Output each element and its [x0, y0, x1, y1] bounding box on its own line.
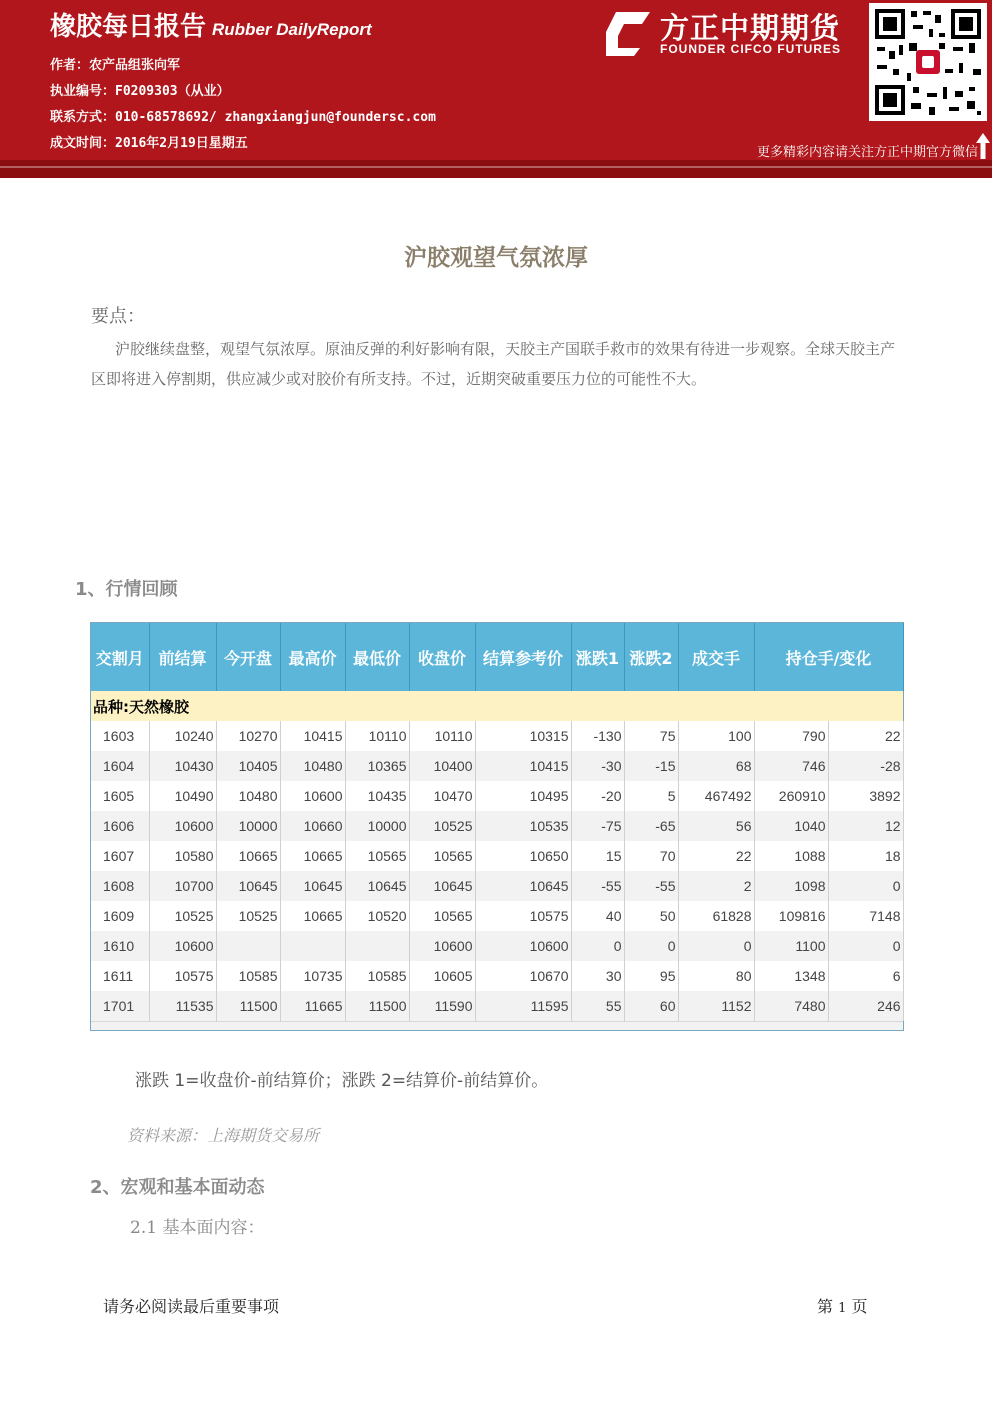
- table-cell: 1607: [91, 841, 149, 871]
- section-heading-market-review: 1、行情回顾: [75, 579, 178, 600]
- table-cell: 10600: [149, 931, 216, 961]
- table-cell: 1701: [91, 991, 149, 1021]
- table-cell: 11595: [475, 991, 571, 1021]
- column-header: 持仓手/变化: [754, 623, 903, 691]
- logo-mark-icon: [602, 8, 652, 58]
- table-footnote: 涨跌 1=收盘价-前结算价；涨跌 2=结算价-前结算价。: [135, 1071, 549, 1091]
- table-cell: -65: [624, 811, 678, 841]
- arrow-up-icon: [976, 133, 990, 159]
- table-cell: 10645: [345, 871, 409, 901]
- data-source: 资料来源：上海期货交易所: [127, 1126, 320, 1145]
- table-cell: 61828: [678, 901, 754, 931]
- report-title-en: Rubber DailyReport: [212, 20, 372, 39]
- table-cell: 1611: [91, 961, 149, 991]
- document-title: 沪胶观望气氛浓厚: [404, 245, 588, 271]
- table-cell: 12: [828, 811, 903, 841]
- table-cell: 7148: [828, 901, 903, 931]
- table-cell: 100: [678, 721, 754, 751]
- column-header: 涨跌2: [624, 623, 678, 691]
- table-cell: -75: [571, 811, 624, 841]
- table-cell: 10600: [280, 781, 345, 811]
- table-cell: 10110: [345, 721, 409, 751]
- table-cell: 1608: [91, 871, 149, 901]
- table-cell: 70: [624, 841, 678, 871]
- table-cell: 6: [828, 961, 903, 991]
- table-cell: 246: [828, 991, 903, 1021]
- logo-text-cn: 方正中期期货: [660, 11, 841, 45]
- table-cell: 10600: [475, 931, 571, 961]
- table-cell: 1098: [754, 871, 828, 901]
- column-header: 涨跌1: [571, 623, 624, 691]
- subsection-heading-fundamentals: 2.1 基本面内容：: [130, 1218, 265, 1238]
- table-row: [91, 961, 903, 991]
- page-number: [817, 1294, 868, 1317]
- table-cell: 2: [678, 871, 754, 901]
- table-cell: 10535: [475, 811, 571, 841]
- table-cell: 10575: [475, 901, 571, 931]
- column-header: 最低价: [345, 623, 409, 691]
- column-header: 成交手: [678, 623, 754, 691]
- page-suffix: 页: [851, 1297, 868, 1316]
- company-logo: [602, 6, 864, 60]
- table-cell: 0: [571, 931, 624, 961]
- table-cell: 467492: [678, 781, 754, 811]
- table-cell: 10665: [280, 841, 345, 871]
- table-cell: 10270: [216, 721, 280, 751]
- table-cell: 95: [624, 961, 678, 991]
- page-prefix: 第: [817, 1297, 834, 1316]
- table-cell: 56: [678, 811, 754, 841]
- table-cell: 10565: [409, 841, 475, 871]
- wechat-note: 更多精彩内容请关注方正中期官方微信: [756, 145, 978, 160]
- table-cell: 10480: [216, 781, 280, 811]
- contact-line: 联系方式：010-68578692/ zhangxiangjun@foundersc.com: [50, 110, 436, 125]
- table-row: [91, 841, 903, 871]
- table-cell: 7480: [754, 991, 828, 1021]
- logo-text-en: FOUNDER CIFCO FUTURES: [660, 42, 841, 56]
- table-cell: 1348: [754, 961, 828, 991]
- table-cell: 10000: [216, 811, 280, 841]
- table-cell: 80: [678, 961, 754, 991]
- table-cell: -130: [571, 721, 624, 751]
- table-cell: 50: [624, 901, 678, 931]
- table-cell: 10520: [345, 901, 409, 931]
- table-cell: 30: [571, 961, 624, 991]
- table-cell: 1152: [678, 991, 754, 1021]
- table-row: [91, 751, 903, 781]
- table-cell: 1088: [754, 841, 828, 871]
- table-cell: -55: [624, 871, 678, 901]
- table-row: [91, 901, 903, 931]
- table-cell: 11535: [149, 991, 216, 1021]
- keypoints-label: 要点：: [91, 306, 145, 327]
- table-cell: -30: [571, 751, 624, 781]
- table-cell: 10585: [345, 961, 409, 991]
- table-cell: 1603: [91, 721, 149, 751]
- table-cell: 10000: [345, 811, 409, 841]
- column-header: 最高价: [280, 623, 345, 691]
- table-cell: 260910: [754, 781, 828, 811]
- table-cell: 10415: [475, 751, 571, 781]
- table-cell: 10650: [475, 841, 571, 871]
- table-cell: 10600: [149, 811, 216, 841]
- column-header: 结算参考价: [475, 623, 571, 691]
- license-line: 执业编号：F0209303（从业）: [50, 84, 230, 99]
- table-cell: 109816: [754, 901, 828, 931]
- table-cell: 10525: [216, 901, 280, 931]
- table-cell: 10565: [345, 841, 409, 871]
- column-header: 收盘价: [409, 623, 475, 691]
- table-cell: 1100: [754, 931, 828, 961]
- table-cell: 10525: [409, 811, 475, 841]
- report-title-cn: 橡胶每日报告: [50, 12, 207, 42]
- table-cell: 10585: [216, 961, 280, 991]
- qr-code-icon: [869, 3, 987, 121]
- table-cell: 10665: [216, 841, 280, 871]
- table-cell: -15: [624, 751, 678, 781]
- table-row: [91, 811, 903, 841]
- table-cell: 10495: [475, 781, 571, 811]
- table-cell: 15: [571, 841, 624, 871]
- table-cell: 10600: [409, 931, 475, 961]
- table-cell: 18: [828, 841, 903, 871]
- category-label: 品种:天然橡胶: [91, 691, 903, 721]
- table-cell: 5: [624, 781, 678, 811]
- table-cell: 1604: [91, 751, 149, 781]
- table-row: [91, 991, 903, 1021]
- table-cell: 10315: [475, 721, 571, 751]
- table-cell: 60: [624, 991, 678, 1021]
- report-header: [0, 0, 992, 160]
- summary-paragraph: 沪胶继续盘整，观望气氛浓厚。原油反弹的利好影响有限，天胶主产国联手救市的效果有待进一步观察。全球天胶主产区即将进入停割期，供应减少或对胶价有所支持。不过，近期突破重要压力位的可能性不大。: [91, 340, 896, 388]
- author-line: 作者：农产品组张向军: [50, 58, 181, 73]
- category-row: [91, 691, 903, 721]
- table-cell: 10365: [345, 751, 409, 781]
- table-cell: -28: [828, 751, 903, 781]
- table-cell: 10735: [280, 961, 345, 991]
- table-cell: 68: [678, 751, 754, 781]
- table-cell: 55: [571, 991, 624, 1021]
- table-cell: 10645: [475, 871, 571, 901]
- table-cell: 1609: [91, 901, 149, 931]
- table-row: [91, 931, 903, 961]
- table-cell: 3892: [828, 781, 903, 811]
- column-header: 前结算: [149, 623, 216, 691]
- table-cell: [216, 931, 280, 961]
- market-data-table: [90, 622, 904, 1031]
- table-cell: 10645: [280, 871, 345, 901]
- column-header: 交割月: [91, 623, 149, 691]
- table-bottom-strip: [91, 1021, 903, 1030]
- table-cell: 10665: [280, 901, 345, 931]
- table-cell: 10480: [280, 751, 345, 781]
- table-cell: 11500: [216, 991, 280, 1021]
- table-cell: 10645: [216, 871, 280, 901]
- table-cell: 0: [624, 931, 678, 961]
- table-cell: 10405: [216, 751, 280, 781]
- table-row: [91, 721, 903, 751]
- table-cell: 75: [624, 721, 678, 751]
- table-cell: 10700: [149, 871, 216, 901]
- table-cell: 10525: [149, 901, 216, 931]
- table-cell: 10415: [280, 721, 345, 751]
- table-cell: -55: [571, 871, 624, 901]
- table-cell: 11500: [345, 991, 409, 1021]
- table-cell: 11665: [280, 991, 345, 1021]
- table-cell: 40: [571, 901, 624, 931]
- table-cell: 10580: [149, 841, 216, 871]
- table-cell: 746: [754, 751, 828, 781]
- table-cell: 10435: [345, 781, 409, 811]
- table-cell: 0: [828, 931, 903, 961]
- footer-notice: 请务必阅读最后重要事项: [103, 1297, 280, 1316]
- table-cell: 1610: [91, 931, 149, 961]
- table-cell: 22: [678, 841, 754, 871]
- table-cell: 10490: [149, 781, 216, 811]
- table-cell: 10670: [475, 961, 571, 991]
- table-cell: 10605: [409, 961, 475, 991]
- table-cell: 10240: [149, 721, 216, 751]
- date-line: 成文时间：2016年2月19日星期五: [50, 136, 248, 151]
- table-cell: -20: [571, 781, 624, 811]
- table-cell: 10645: [409, 871, 475, 901]
- table-cell: 1606: [91, 811, 149, 841]
- section-heading-macro: 2、宏观和基本面动态: [90, 1177, 265, 1198]
- table-cell: 10110: [409, 721, 475, 751]
- table-cell: 1040: [754, 811, 828, 841]
- table-row: [91, 871, 903, 901]
- table-header-row: [91, 623, 903, 691]
- table-cell: 0: [828, 871, 903, 901]
- table-cell: 10660: [280, 811, 345, 841]
- column-header: 今开盘: [216, 623, 280, 691]
- table-cell: 1605: [91, 781, 149, 811]
- page-number-value: 1: [838, 1301, 847, 1316]
- table-cell: 10400: [409, 751, 475, 781]
- table-row: [91, 781, 903, 811]
- table-cell: 0: [678, 931, 754, 961]
- table-cell: 22: [828, 721, 903, 751]
- table-cell: [280, 931, 345, 961]
- report-title: [50, 6, 372, 43]
- table-cell: [345, 931, 409, 961]
- wechat-qr-code: [869, 3, 987, 121]
- table-cell: 10565: [409, 901, 475, 931]
- table-cell: 790: [754, 721, 828, 751]
- table-cell: 10430: [149, 751, 216, 781]
- header-stripe: [0, 160, 992, 178]
- table-cell: 10575: [149, 961, 216, 991]
- table-cell: 10470: [409, 781, 475, 811]
- table-cell: 11590: [409, 991, 475, 1021]
